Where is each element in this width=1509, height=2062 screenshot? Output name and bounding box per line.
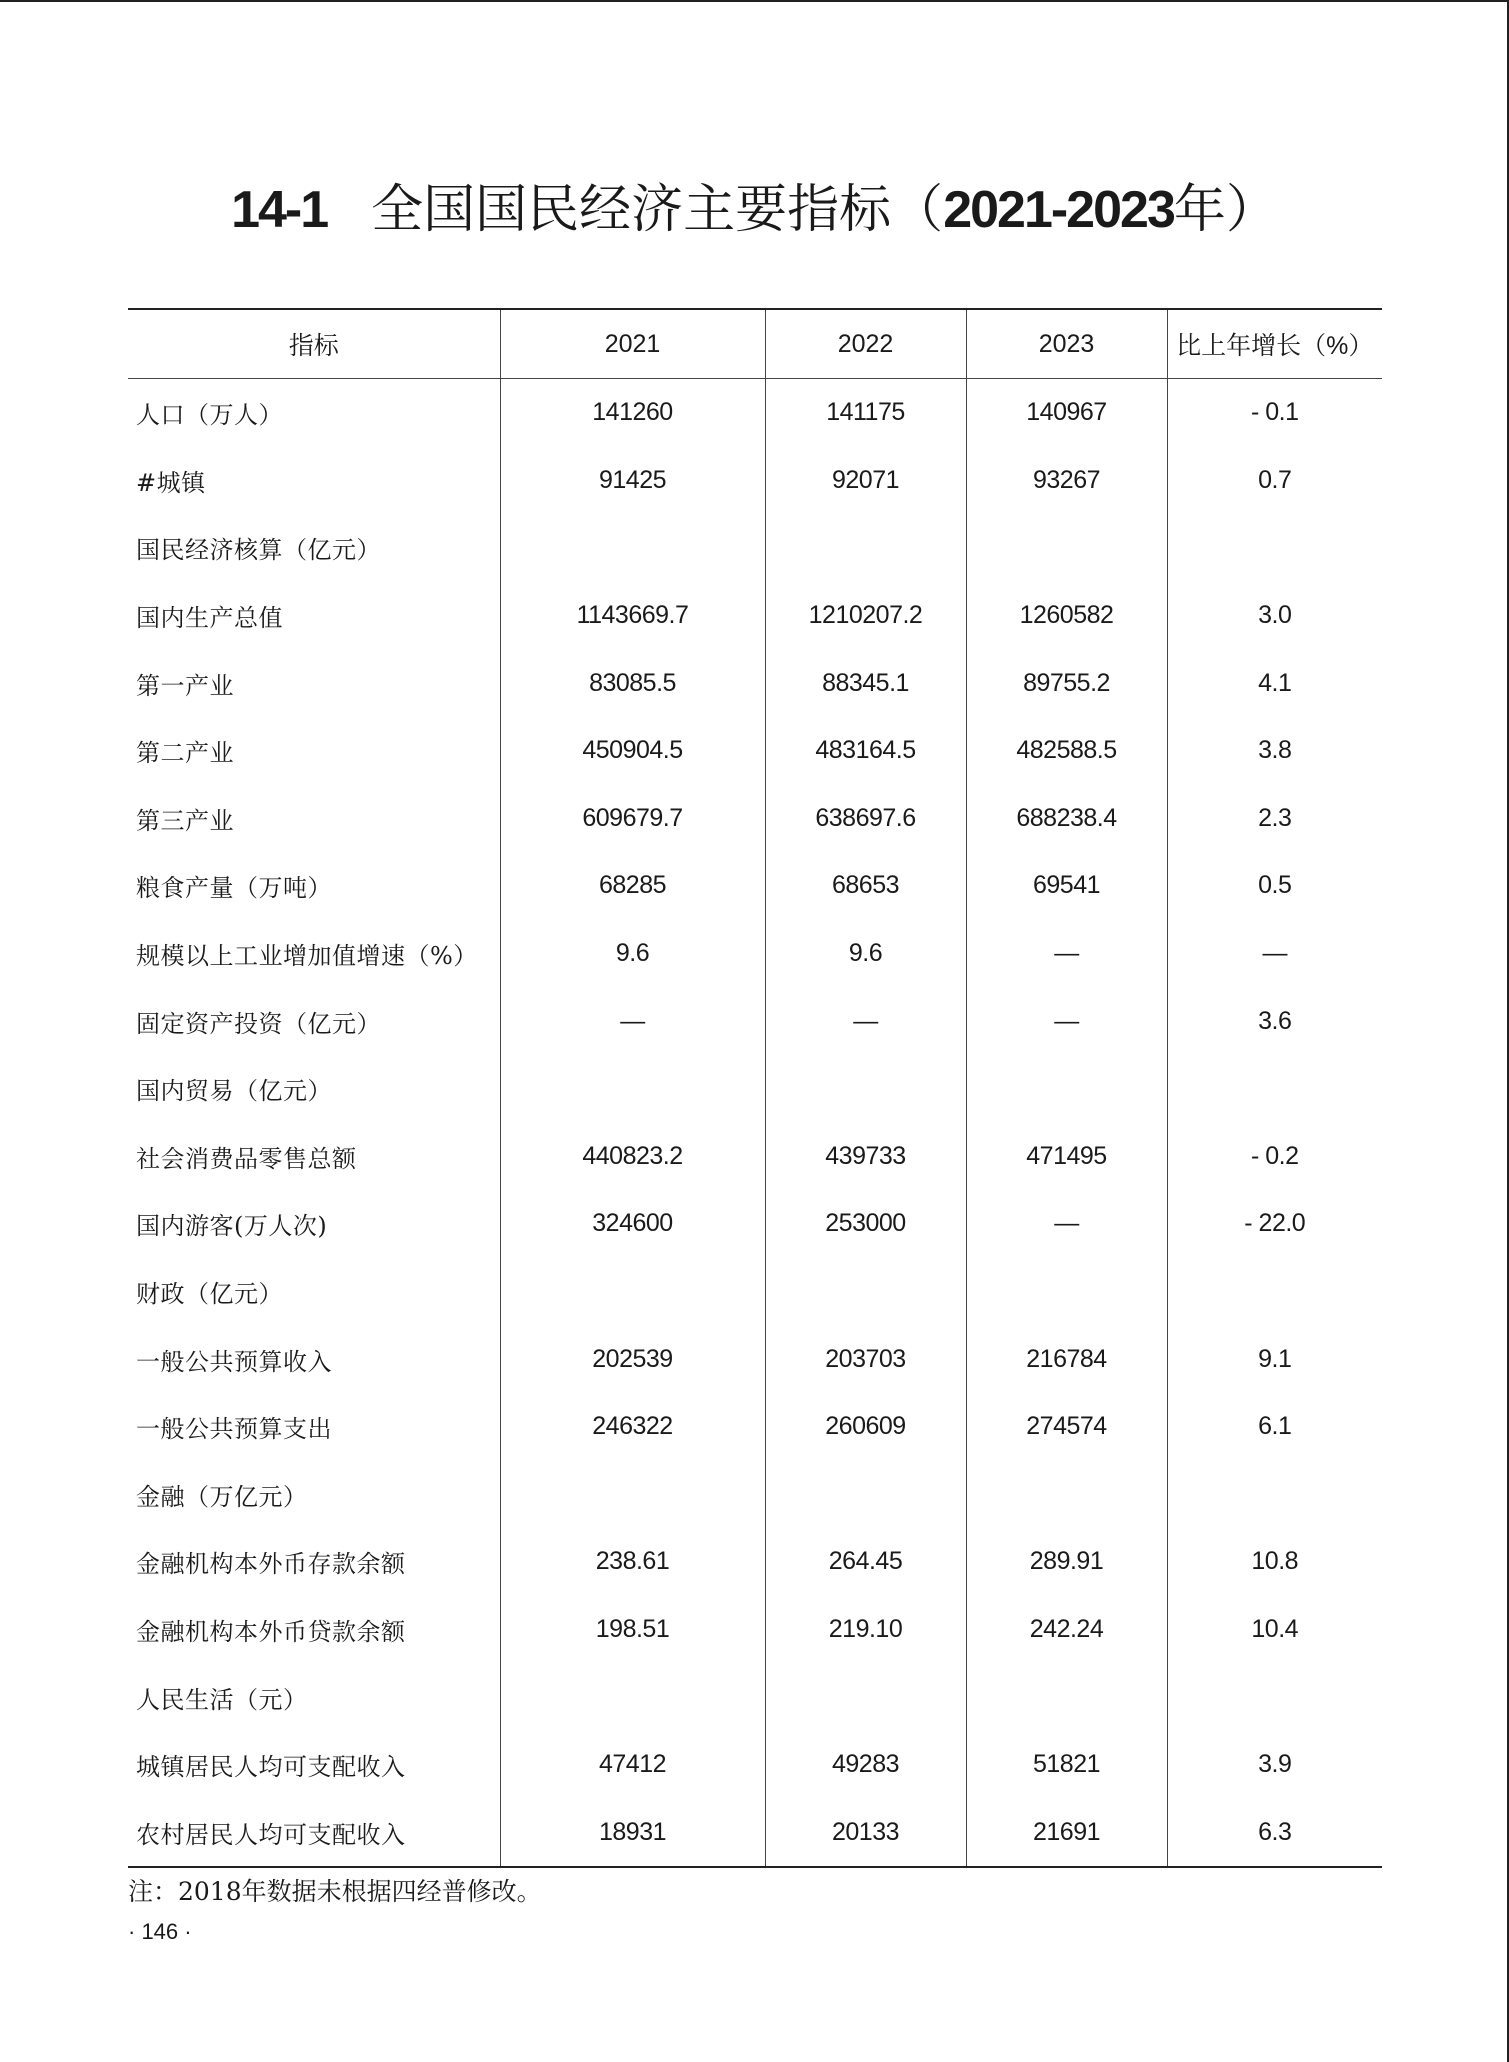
cell-2022: 141175 <box>765 379 966 447</box>
cell-2023: 289.91 <box>966 1528 1167 1596</box>
table-row <box>128 1596 1382 1664</box>
cell-2022: 92071 <box>765 447 966 515</box>
table-row <box>128 1055 1382 1123</box>
cell-growth: - 0.1 <box>1167 379 1382 447</box>
header-2022: 2022 <box>765 309 966 379</box>
table-row <box>128 852 1382 920</box>
cell-growth <box>1167 514 1382 582</box>
cell-2021 <box>500 514 765 582</box>
cell-2023: 242.24 <box>966 1596 1167 1664</box>
cell-growth: 4.1 <box>1167 649 1382 717</box>
cell-2023: 93267 <box>966 447 1167 515</box>
row-label: 第一产业 <box>136 671 234 700</box>
cell-2022 <box>765 1461 966 1529</box>
header-growth: 比上年增长（%） <box>1167 309 1382 379</box>
indicator-table <box>128 308 1382 1868</box>
cell-2021 <box>500 1258 765 1326</box>
cell-growth: 3.9 <box>1167 1731 1382 1799</box>
cell-growth: 2.3 <box>1167 785 1382 853</box>
cell-growth: 3.0 <box>1167 582 1382 650</box>
cell-2021: 83085.5 <box>500 649 765 717</box>
row-label: 国内生产总值 <box>136 604 283 633</box>
table-row <box>128 649 1382 717</box>
cell-2021: 202539 <box>500 1325 765 1393</box>
cell-2023 <box>966 1258 1167 1326</box>
table-row <box>128 717 1382 785</box>
header-indicator: 指标 <box>128 309 500 379</box>
cell-2022 <box>765 514 966 582</box>
cell-2023 <box>966 514 1167 582</box>
page-title <box>0 178 1509 242</box>
cell-2023: 21691 <box>966 1798 1167 1867</box>
cell-2021: 324600 <box>500 1190 765 1258</box>
table-number: 14-1 <box>231 181 328 239</box>
table-row <box>128 1393 1382 1461</box>
row-label: 农村居民人均可支配收入 <box>128 1798 500 1867</box>
cell-growth: 9.1 <box>1167 1325 1382 1393</box>
title-text: 全国国民经济主要指标（ <box>371 180 944 240</box>
cell-2022 <box>765 1258 966 1326</box>
cell-growth <box>1167 1055 1382 1123</box>
cell-2023: 69541 <box>966 852 1167 920</box>
cell-2021: 9.6 <box>500 920 765 988</box>
cell-2021 <box>500 1055 765 1123</box>
cell-2022: 439733 <box>765 1123 966 1191</box>
cell-2023 <box>966 1461 1167 1529</box>
row-label: 规模以上工业增加值增速（%） <box>136 942 478 971</box>
cell-2023: 274574 <box>966 1393 1167 1461</box>
row-label: 固定资产投资（亿元） <box>136 1009 381 1038</box>
table-row <box>128 987 1382 1055</box>
table-row <box>128 1663 1382 1731</box>
cell-2023 <box>966 1663 1167 1731</box>
cell-2023 <box>966 1055 1167 1123</box>
table-row <box>128 785 1382 853</box>
table-note: 注：2018年数据未根据四经普修改。 <box>128 1877 542 1906</box>
cell-2022: 260609 <box>765 1393 966 1461</box>
cell-2023: 471495 <box>966 1123 1167 1191</box>
cell-2022 <box>765 1663 966 1731</box>
cell-2021 <box>500 1663 765 1731</box>
cell-2021: 47412 <box>500 1731 765 1799</box>
cell-2023: — <box>966 920 1167 988</box>
cell-2021: 440823.2 <box>500 1123 765 1191</box>
cell-2021: 91425 <box>500 447 765 515</box>
table-row <box>128 1325 1382 1393</box>
row-label: 第三产业 <box>136 806 234 835</box>
table-row <box>128 379 1382 447</box>
header-2021: 2021 <box>500 309 765 379</box>
cell-growth: - 22.0 <box>1167 1190 1382 1258</box>
table-row <box>128 1190 1382 1258</box>
cell-2021: 18931 <box>500 1798 765 1867</box>
cell-2022: 68653 <box>765 852 966 920</box>
table-row <box>128 1258 1382 1326</box>
row-label: 国内游客(万人次) <box>136 1212 328 1241</box>
cell-growth: 0.5 <box>1167 852 1382 920</box>
cell-growth <box>1167 1258 1382 1326</box>
cell-growth: - 0.2 <box>1167 1123 1382 1191</box>
cell-2022: 483164.5 <box>765 717 966 785</box>
table-row <box>128 1461 1382 1529</box>
cell-growth <box>1167 1663 1382 1731</box>
cell-2023: 140967 <box>966 379 1167 447</box>
cell-2021: 68285 <box>500 852 765 920</box>
cell-2023: — <box>966 987 1167 1055</box>
cell-2022: 638697.6 <box>765 785 966 853</box>
table-header-row <box>128 309 1382 379</box>
row-label: 一般公共预算支出 <box>136 1415 332 1444</box>
cell-2022: 9.6 <box>765 920 966 988</box>
cell-2023: 89755.2 <box>966 649 1167 717</box>
cell-growth <box>1167 1461 1382 1529</box>
cell-growth: 6.1 <box>1167 1393 1382 1461</box>
cell-growth: 6.3 <box>1167 1798 1382 1867</box>
row-label: 第二产业 <box>136 739 234 768</box>
cell-growth: 10.4 <box>1167 1596 1382 1664</box>
cell-2022: 203703 <box>765 1325 966 1393</box>
title-suffix: 年） <box>1173 180 1278 240</box>
cell-2023: — <box>966 1190 1167 1258</box>
title-years: 2021-2023 <box>943 181 1174 239</box>
row-label: 财政（亿元） <box>136 1280 283 1309</box>
table-row <box>128 920 1382 988</box>
cell-2021: — <box>500 987 765 1055</box>
cell-2021: 1143669.7 <box>500 582 765 650</box>
cell-2023: 1260582 <box>966 582 1167 650</box>
cell-2021: 238.61 <box>500 1528 765 1596</box>
row-label: 国民经济核算（亿元） <box>136 536 381 565</box>
table-row <box>128 1123 1382 1191</box>
row-label: 金融机构本外币存款余额 <box>136 1550 406 1579</box>
cell-2022: 1210207.2 <box>765 582 966 650</box>
cell-2022: 219.10 <box>765 1596 966 1664</box>
row-label: #城镇 <box>136 468 206 497</box>
cell-2022: 88345.1 <box>765 649 966 717</box>
row-label: 国内贸易（亿元） <box>136 1077 332 1106</box>
cell-2022: 253000 <box>765 1190 966 1258</box>
row-label: 金融（万亿元） <box>136 1482 308 1511</box>
table-row <box>128 582 1382 650</box>
cell-2021: 141260 <box>500 379 765 447</box>
cell-2022: 264.45 <box>765 1528 966 1596</box>
cell-2021: 246322 <box>500 1393 765 1461</box>
cell-growth: — <box>1167 920 1382 988</box>
row-label: 粮食产量（万吨） <box>136 874 332 903</box>
cell-2021: 198.51 <box>500 1596 765 1664</box>
cell-2022: 49283 <box>765 1731 966 1799</box>
table-row <box>128 1798 1382 1867</box>
cell-growth: 10.8 <box>1167 1528 1382 1596</box>
cell-2022: 20133 <box>765 1798 966 1867</box>
row-label: 社会消费品零售总额 <box>136 1144 357 1173</box>
cell-growth: 0.7 <box>1167 447 1382 515</box>
row-label: 人口（万人） <box>136 401 283 430</box>
table-row <box>128 1528 1382 1596</box>
row-label: 城镇居民人均可支配收入 <box>136 1753 406 1782</box>
table-row <box>128 514 1382 582</box>
cell-2021 <box>500 1461 765 1529</box>
cell-2022: — <box>765 987 966 1055</box>
cell-2023: 51821 <box>966 1731 1167 1799</box>
cell-2023: 216784 <box>966 1325 1167 1393</box>
cell-growth: 3.6 <box>1167 987 1382 1055</box>
cell-2021: 450904.5 <box>500 717 765 785</box>
cell-growth: 3.8 <box>1167 717 1382 785</box>
table-row <box>128 447 1382 515</box>
cell-2023: 482588.5 <box>966 717 1167 785</box>
cell-2023: 688238.4 <box>966 785 1167 853</box>
cell-2021: 609679.7 <box>500 785 765 853</box>
row-label: 人民生活（元） <box>136 1685 308 1714</box>
table-row <box>128 1731 1382 1799</box>
row-label: 一般公共预算收入 <box>136 1347 332 1376</box>
row-label: 金融机构本外币贷款余额 <box>136 1617 406 1646</box>
cell-2022 <box>765 1055 966 1123</box>
header-2023: 2023 <box>966 309 1167 379</box>
page-number: · 146 · <box>128 1919 192 1944</box>
